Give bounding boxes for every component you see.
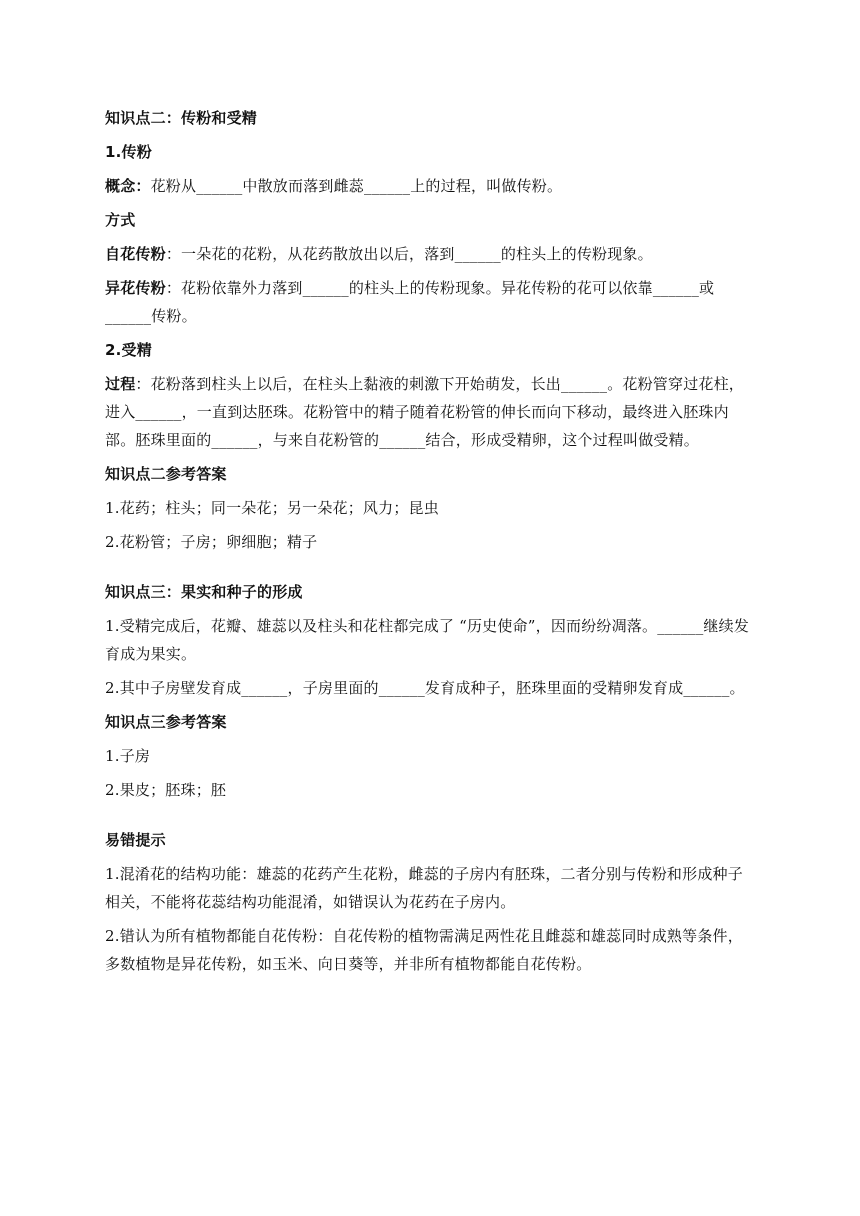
fertilization-heading: 2.受精 (105, 341, 152, 359)
self-pollination-text: ：一朵花的花粉，从花药散放出以后，落到______的柱头上的传粉现象。 (165, 245, 653, 263)
cross-pollination-paragraph (105, 274, 755, 330)
answers2-line2: 2.花粉管；子房；卵细胞；精子 (105, 533, 318, 551)
answers3-title: 知识点三参考答案 (105, 713, 227, 731)
tips-title: 易错提示 (105, 831, 166, 849)
document-page (105, 104, 755, 984)
section-gap (105, 562, 755, 578)
section2-title: 知识点二：传粉和受精 (105, 109, 258, 127)
section-gap (105, 810, 755, 826)
section3-item1: 1.受精完成后，花瓣、雄蕊以及柱头和花柱都完成了 “历史使命”，因而纷纷凋落。______继续发育成为果实。 (105, 617, 750, 663)
section3-item2: 2.其中子房壁发育成______，子房里面的______发育成种子，胚珠里面的受精卵发育成______。 (105, 679, 745, 697)
process-text: ：花粉落到柱头上以后，在柱头上黏液的刺激下开始萌发，长出______。花粉管穿过花柱，进入______，一直到达胚珠。花粉管中的精子随着花粉管的伸长而向下移动，最终进入胚珠内部。胚珠里面的______，与来自花粉管的______结合，形成受精卵，这个过程叫做受精。 (105, 375, 745, 449)
self-pollination-paragraph (105, 240, 755, 268)
process-label: 过程 (105, 375, 136, 393)
method-heading: 方式 (105, 211, 136, 229)
cross-pollination-text: ：花粉依靠外力落到______的柱头上的传粉现象。异花传粉的花可以依靠______或______传粉。 (105, 279, 715, 325)
answers3-line1: 1.子房 (105, 747, 151, 765)
cross-pollination-label: 异花传粉 (105, 279, 166, 297)
process-paragraph (105, 370, 755, 454)
self-pollination-label: 自花传粉 (105, 245, 166, 263)
answers2-line1: 1.花药；柱头；同一朵花；另一朵花；风力；昆虫 (105, 499, 439, 517)
pollination-heading: 1.传粉 (105, 143, 152, 161)
concept-label: 概念： (105, 177, 151, 195)
tips-item1: 1.混淆花的结构功能：雄蕊的花药产生花粉，雌蕊的子房内有胚珠，二者分别与传粉和形成种子相关，不能将花蕊结构功能混淆，如错误认为花药在子房内。 (105, 865, 743, 911)
tips-item2: 2.错认为所有植物都能自花传粉：自花传粉的植物需满足两性花且雌蕊和雄蕊同时成熟等条件，多数植物是异花传粉，如玉米、向日葵等，并非所有植物都能自花传粉。 (105, 927, 743, 973)
section3-title: 知识点三：果实和种子的形成 (105, 583, 303, 601)
concept-paragraph (105, 172, 755, 200)
answers3-line2: 2.果皮；胚珠；胚 (105, 781, 227, 799)
answers2-title: 知识点二参考答案 (105, 465, 227, 483)
concept-text: 花粉从______中散放而落到雌蕊______上的过程，叫做传粉。 (150, 177, 563, 195)
